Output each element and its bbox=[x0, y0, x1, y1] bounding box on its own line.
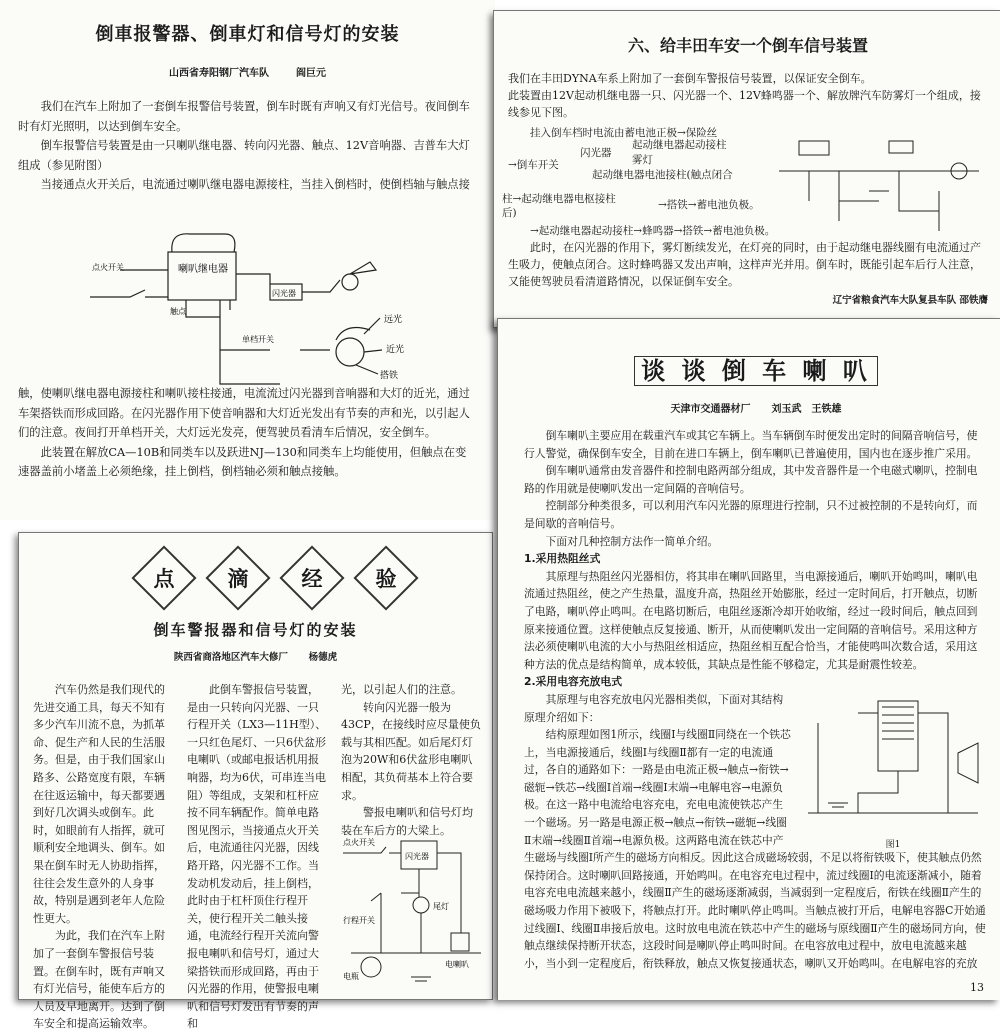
paragraph: 其原理与热阻丝闪光器相仿，将其串在喇叭回路里，当电源接通后，喇叭开始鸣叫，喇叭电流通过热阻丝，使之产生热量，温度升高，热阻丝开始膨胀，经过一定时间后，打开触点，切断了电路，喇叭停止鸣叫。在电路切断后，电阻丝逐渐冷却开始收缩，经过一段时间后，触点回到原来接通位置。这样使触点反复接通、断开，从而使喇叭发出一定间隔的音响信号。采用这种方法必须使喇叭电流的大小与热阻丝相适应，热阻丝相互配合恰当，才能使鸣叫次数合适，采用这种方法的优点是结构简单，成本较低，其缺点是性能不够稳定，尤其是耐震性较差。 bbox=[524, 569, 978, 671]
article-byline bbox=[524, 400, 988, 415]
paragraph: 我们在丰田DYNA车系上附加了一套倒车警报信号装置，以保证安全倒车。 bbox=[508, 72, 872, 85]
paragraph: 警报电喇叭和信号灯均装在车后方的大梁上。 bbox=[341, 806, 473, 837]
figure-1-circuit bbox=[798, 693, 988, 833]
text-column-1 bbox=[33, 681, 173, 1033]
byline-org: 天津市交通器材厂 bbox=[670, 404, 751, 415]
paragraph: 其原理与电容充放电闪光器相类似，下面对其结构原理介绍如下： bbox=[524, 692, 784, 724]
article-title bbox=[524, 351, 988, 386]
paragraph: 当接通点火开关后，电流通过喇叭继电器电源接柱，当挂入倒档时，使倒档轴与触点接 bbox=[40, 178, 470, 191]
flow-line: →倒车开关 bbox=[508, 159, 559, 171]
paragraph: 此倒车警报信号装置，是由一只转向闪光器、一只行程开关（LX3—11H型）、一只红色尾灯、一只6伏盆形电喇叭（或邮电报话机用报响器，均为6伏，可串连当电阻）等组成，支架和杠杆应按不同车辆配作。简单电路图见图示，当接通点火开关后，电流通往闪光器，因线路开路，闪光器不工作。当发动机发动后，挂上倒档，此时由于杠杆顶住行程开关，使行程开关二触头接通，电流经行程开关流向警报电喇叭和信号灯，通过大梁搭铁而形成回路，再由于闪光器的作用，使警报电喇叭和信号灯发出有节奏的声和 bbox=[187, 683, 327, 1031]
paragraph: 倒车报警信号装置是由一只喇叭继电器、转向闪光器、触点、12V音响器、吉普车大灯组成（参见附图） bbox=[18, 139, 470, 172]
flow-line: 挂入倒车档时电流由蓄电池正极→保险丝 bbox=[530, 127, 718, 139]
paragraph: 转向闪光器一般为43CP，在接线时应尽量使负载与其相匹配。如后尾灯灯泡为20W和6伏盆形电喇叭相配，其负荷基本上符合要求。 bbox=[341, 700, 481, 802]
flow-branch: 雾灯 bbox=[632, 154, 653, 166]
article-title: 倒车警报器和信号灯的安装 bbox=[153, 621, 358, 639]
toyota-wiring-diagram bbox=[779, 131, 989, 241]
paragraph: 我们在汽车上附加了一套倒车报警信号装置，倒车时既有声响又有灯光信号。夜间倒车时有灯光照明，以达到倒车安全。 bbox=[18, 100, 470, 133]
tail-lamp-label: 尾灯 bbox=[433, 902, 449, 911]
seal-char: 滴 bbox=[227, 567, 249, 591]
relay-label: 喇叭继电器 bbox=[178, 264, 228, 275]
seal-char: 点 bbox=[153, 567, 175, 591]
byline-author: 刘玉武 王铁雄 bbox=[771, 404, 842, 415]
byline-org: 陕西省商洛地区汽车大修厂 bbox=[173, 652, 288, 663]
flasher-label: 闪光器 bbox=[405, 852, 429, 861]
paragraph: 控制部分种类很多，可以利用汽车闪光器的原理进行控制，只不过被控制的不是转向灯，而是间歇的音响信号。 bbox=[524, 499, 978, 530]
flow-line: 后) bbox=[502, 207, 517, 219]
paragraph: 倒车喇叭通常由发音器件和控制电路两部分组成，其中发音器件是一个电磁式喇叭，控制电路的作用就是使喇叭发出一定间隔的音响信号。 bbox=[524, 464, 978, 495]
article-title: 六、给丰田车安一个倒车信号装置 bbox=[627, 36, 868, 55]
byline-author: 阎巨元 bbox=[295, 68, 326, 79]
text-column-2 bbox=[187, 681, 329, 1033]
ignition-label: 点火开关 bbox=[343, 838, 375, 847]
paragraph: 此装置在解放CA—10B和同类车以及跃进NJ—130和同类车上均能使用，但触点在变速器盖前小堵盖上必须绝缘，挂上倒档，倒档轴必须和触点接触。 bbox=[18, 445, 467, 478]
flow-line: 柱→起动继电器电枢接柱 bbox=[502, 193, 616, 205]
paragraph: 为此，我们在汽车上附加了一套倒车警报信号装置。在倒车时，既有声响又有灯光信号，能使车后方的人员及早地离开。达到了倒车安全和提高运输效率。 bbox=[33, 929, 165, 1031]
text-column-3 bbox=[341, 681, 483, 839]
switch-label: 单档开关 bbox=[242, 335, 274, 344]
figure-caption: 图1 bbox=[885, 839, 901, 850]
flow-branch: 起动继电器起动接柱 bbox=[632, 139, 727, 151]
contact-label: 触点 bbox=[170, 307, 186, 316]
paragraph: 光，以引起人们的注意。 bbox=[341, 683, 462, 696]
travel-switch-label: 行程开关 bbox=[343, 916, 375, 925]
gnd-label: 搭铁 bbox=[380, 371, 399, 381]
byline-org: 辽宁省粮食汽车大队复县车队 bbox=[832, 295, 957, 306]
paragraph: 结构原理如图1所示，线圈Ⅰ与线圈Ⅱ同绕在一个铁芯上，当电源接通后，线圈Ⅰ与线圈Ⅱ都有一定的电流通过，各自的通路如下：一路是由电流正极→触点→衔铁→磁轭→铁芯→线圈Ⅰ首端→线圈Ⅰ末端→电解电容→电源负极。在这一路中电流给电容充电，充电电流使铁芯产生一个磁场。另一路是电源正极→触点→衔铁→磁轭→线圈Ⅱ末端→线圈Ⅱ首端→电源负极。这两路电流在铁芯中产生磁场与线圈Ⅰ所产生的磁场方向相反。因此这合成磁场较弱，不足以将衔铁吸下，使其触点仍然保持闭合。这时喇叭回路接通，开始鸣叫。在电容充电过程中，流过线圈Ⅰ的电流逐渐减小，随着电容充电电流越来越小，线圈Ⅱ产生的磁场逐渐减弱，当减弱到一定程度后，衔铁在线圈Ⅱ产生的磁场吸力作用下被吸下，将触点打开。此时喇叭停止鸣叫。当触点被打开后，电解电容器C开始通过线圈Ⅰ、线圈Ⅱ串接后放电。这时放电电流在铁芯中产生的磁场与原线圈Ⅱ产生的磁场同方向，使触点继续保持断开状态，这段时间是喇叭停止鸣叫时间。在电容放电过程中，放电电流越来越小，当小到一定程度后，衔铁释放，触点又恢复接通状态，喇叭又开始鸣叫。在电解电容的充放 bbox=[524, 728, 986, 970]
seal-char: 经 bbox=[301, 567, 323, 591]
byline-author: 邵铁膺 bbox=[959, 295, 988, 306]
paragraph: 倒车喇叭主要应用在载重汽车或其它车辆上。当车辆倒车时便发出定时的间隔音响信号，使行人警觉，确保倒车安全，目前在进口车辆上，倒车喇叭已普遍使用，国内也在逐步推广采用。 bbox=[524, 429, 978, 460]
lamp bbox=[336, 338, 364, 366]
clip-dripping-experience-article bbox=[18, 532, 493, 1031]
paragraph: 此时，在闪光器的作用下，雾灯断续发光，在灯亮的同时，由于起动继电器线圈有电流通过产生吸力，使触点闭合。这时蜂鸣器又发出声响，这样声光并用。倒车时，既能引起车后行人注意，又能使驾驶员看清道路情况，以保证倒车安全。 bbox=[508, 241, 981, 288]
figure-1 bbox=[798, 693, 988, 850]
article-byline bbox=[18, 64, 477, 79]
near-label: 近光 bbox=[386, 345, 405, 355]
article-title: 倒車报警器、倒車灯和信号灯的安装 bbox=[95, 24, 400, 45]
article-byline bbox=[19, 649, 492, 663]
paragraph: 汽车仍然是我们现代的先进交通工具，每天不知有多少汽车川流不息，为抓革命、促生产和人民的生活服务。但是，由于我们国家山路多、公路宽度有限，车辆在往返运输中，每天都要遇到好几次调头或倒车。此时，如眼前有人指挥，就可顺利安全地调头、倒车。如果在倒车时无人协助指挥，往往会发生意外的人身事故，特别是遇到老年人危险性更大。 bbox=[33, 683, 165, 925]
clip-reversing-alarm-article-1 bbox=[0, 0, 495, 520]
paragraph: 下面对几种控制方法作一简单介绍。 bbox=[545, 534, 719, 548]
battery-label: 电瓶 bbox=[343, 972, 359, 981]
far-label: 远光 bbox=[384, 315, 403, 325]
signal-wiring-diagram bbox=[341, 833, 489, 983]
relay-box bbox=[168, 252, 236, 300]
flow-line: →搭铁→蓄电池负极。 bbox=[658, 199, 760, 211]
paragraph: 此装置由12V起动机继电器一只、闪光器一个、12V蜂鸣器一个、解放牌汽车防雾灯一个组成，接线参见下图。 bbox=[508, 89, 981, 119]
byline-org: 山西省寿阳钢厂汽车队 bbox=[169, 68, 270, 79]
current-flow bbox=[502, 125, 778, 239]
title-box: 谈 谈 倒 车 喇 叭 bbox=[634, 356, 878, 386]
flow-line: →起动继电器起动接柱→蜂鸣器→搭铁→蓄电池负极。 bbox=[530, 225, 776, 237]
section-heading: 2.采用电容充放电式 bbox=[524, 675, 622, 689]
seal-char: 验 bbox=[375, 567, 397, 591]
column-header bbox=[129, 533, 429, 613]
wiring-diagram bbox=[20, 222, 480, 402]
ignition-label: 点火开关 bbox=[92, 263, 124, 272]
byline-author: 杨德虎 bbox=[308, 652, 338, 663]
page-number: 13 bbox=[964, 981, 984, 994]
section-heading: 1.采用热阻丝式 bbox=[524, 552, 601, 566]
horn-label: 电喇叭 bbox=[445, 960, 469, 969]
clip-reversing-horn-article bbox=[497, 318, 1000, 1000]
paragraph: 触，使喇叭继电器电源接柱和喇叭接柱接通，电流流过闪光器到音响器和大灯的近光，通过车架搭铁而形成回路。在闪光器作用下使音响器和大灯近光发出有节奏的声和光，以引起人们的注意。夜间打开单档开关，大灯远光发亮，便驾驶员看清车后情况，安全倒车。 bbox=[18, 387, 470, 439]
flow-branch: 起动继电器电池接柱(触点闭合 bbox=[592, 169, 733, 181]
flow-branch: 闪光器 bbox=[580, 147, 612, 159]
flasher-label: 闪光器 bbox=[272, 289, 296, 298]
clip-toyota-signal-article bbox=[493, 10, 1000, 328]
article-byline bbox=[508, 292, 988, 306]
